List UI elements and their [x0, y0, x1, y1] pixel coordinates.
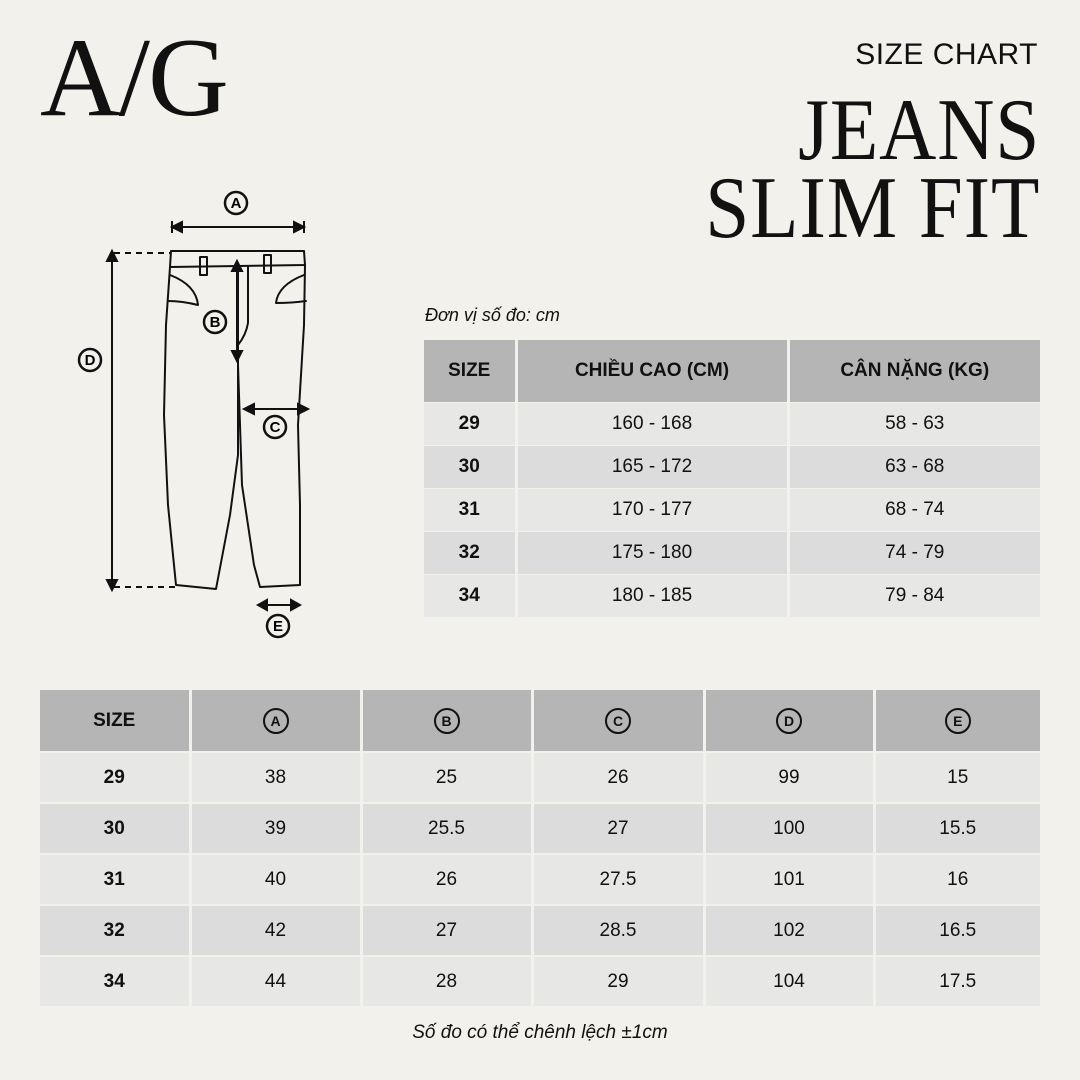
- measure-d-cell: 101: [704, 854, 874, 905]
- measure-e-cell: 15.5: [874, 803, 1040, 854]
- label-a-badge: A: [263, 708, 289, 734]
- size-cell: 32: [40, 905, 190, 956]
- size-cell: 30: [40, 803, 190, 854]
- measure-c-cell: 28.5: [532, 905, 704, 956]
- size-cell: 31: [424, 489, 516, 532]
- weight-cell: 79 - 84: [788, 575, 1040, 618]
- product-title: [704, 82, 1040, 257]
- title-line-2: SLIM FIT: [704, 160, 1040, 257]
- height-cell: 160 - 168: [516, 403, 788, 446]
- weight-cell: 74 - 79: [788, 532, 1040, 575]
- measure-d-cell: 99: [704, 752, 874, 803]
- size-cell: 30: [424, 446, 516, 489]
- table-row: [40, 854, 1040, 905]
- table-header-row: [424, 340, 1040, 403]
- column-header-size: SIZE: [40, 690, 190, 752]
- column-header-size: SIZE: [424, 340, 516, 403]
- svg-text:A: A: [230, 195, 242, 212]
- column-header-e: [874, 690, 1040, 752]
- svg-text:C: C: [269, 419, 281, 436]
- measure-b-cell: 25: [361, 752, 532, 803]
- diagram-label-c: [264, 416, 286, 438]
- column-header-b: [361, 690, 532, 752]
- table-header-row: [40, 690, 1040, 752]
- height-weight-table: [424, 340, 1040, 617]
- measure-b-cell: 26: [361, 854, 532, 905]
- weight-cell: 58 - 63: [788, 403, 1040, 446]
- label-d-badge: D: [776, 708, 802, 734]
- column-header-weight: CÂN NẶNG (KG): [788, 340, 1040, 403]
- measure-b-cell: 25.5: [361, 803, 532, 854]
- measure-a-cell: 44: [190, 956, 361, 1006]
- measure-a-cell: 42: [190, 905, 361, 956]
- measure-c-cell: 29: [532, 956, 704, 1006]
- measure-c-cell: 27: [532, 803, 704, 854]
- svg-text:D: D: [84, 352, 96, 369]
- size-cell: 34: [40, 956, 190, 1006]
- measure-a-cell: 38: [190, 752, 361, 803]
- jeans-diagram: [70, 185, 330, 645]
- weight-cell: 68 - 74: [788, 489, 1040, 532]
- diagram-label-b: [204, 311, 226, 333]
- height-cell: 165 - 172: [516, 446, 788, 489]
- measure-b-cell: 28: [361, 956, 532, 1006]
- table-row: [40, 905, 1040, 956]
- column-header-height: CHIỀU CAO (CM): [516, 340, 788, 403]
- measure-e-cell: 16: [874, 854, 1040, 905]
- table-row: [424, 446, 1040, 489]
- size-cell: 34: [424, 575, 516, 618]
- size-cell: 29: [40, 752, 190, 803]
- size-cell: 31: [40, 854, 190, 905]
- weight-cell: 63 - 68: [788, 446, 1040, 489]
- measure-c-cell: 27.5: [532, 854, 704, 905]
- table-row: [424, 575, 1040, 618]
- measure-e-cell: 16.5: [874, 905, 1040, 956]
- measure-a-cell: 40: [190, 854, 361, 905]
- diagram-label-a: [225, 192, 247, 214]
- table-row: [40, 752, 1040, 803]
- measure-e-cell: 15: [874, 752, 1040, 803]
- label-e-badge: E: [945, 708, 971, 734]
- table-row: [40, 803, 1040, 854]
- unit-note: Đơn vị số đo: cm: [425, 305, 560, 325]
- diagram-label-d: [79, 349, 101, 371]
- svg-text:B: B: [209, 314, 221, 331]
- height-cell: 180 - 185: [516, 575, 788, 618]
- size-cell: 29: [424, 403, 516, 446]
- table-row: [424, 489, 1040, 532]
- measure-a-cell: 39: [190, 803, 361, 854]
- height-cell: 175 - 180: [516, 532, 788, 575]
- table-row: [424, 532, 1040, 575]
- brand-logo: A/G: [40, 16, 227, 140]
- measure-c-cell: 26: [532, 752, 704, 803]
- label-c-badge: C: [605, 708, 631, 734]
- title-line-1: JEANS: [797, 82, 1040, 179]
- measure-d-cell: 104: [704, 956, 874, 1006]
- measurements-table: [40, 690, 1040, 1006]
- height-cell: 170 - 177: [516, 489, 788, 532]
- column-header-a: [190, 690, 361, 752]
- table-row: [424, 403, 1040, 446]
- label-b-badge: B: [434, 708, 460, 734]
- tolerance-note: Số đo có thể chênh lệch ±1cm: [412, 1022, 668, 1043]
- svg-text:E: E: [272, 618, 284, 635]
- measure-e-cell: 17.5: [874, 956, 1040, 1006]
- diagram-label-e: [267, 615, 289, 637]
- column-header-c: [532, 690, 704, 752]
- measure-d-cell: 100: [704, 803, 874, 854]
- table-row: [40, 956, 1040, 1006]
- measure-d-cell: 102: [704, 905, 874, 956]
- size-cell: 32: [424, 532, 516, 575]
- size-chart-label: SIZE CHART: [855, 38, 1038, 71]
- measure-b-cell: 27: [361, 905, 532, 956]
- column-header-d: [704, 690, 874, 752]
